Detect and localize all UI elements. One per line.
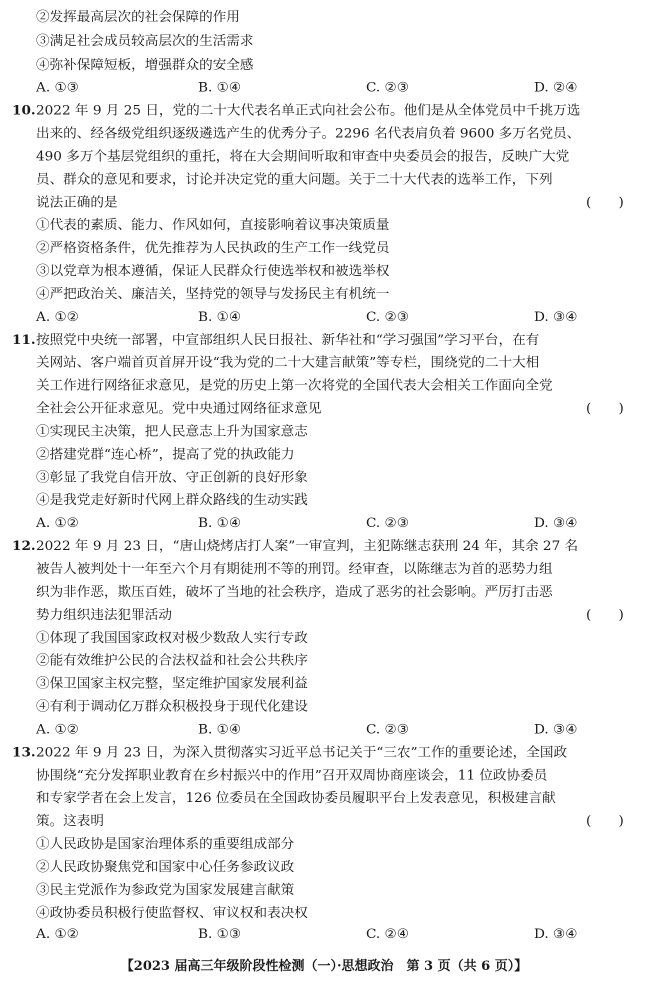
- q9-item-4: ④弥补保障短板，增强群众的安全感: [36, 57, 254, 73]
- q11-stem-line: 关工作进行网络征求意见，是党的历史上第一次将党的全国代表大会相关工作面向全党: [36, 378, 553, 394]
- q12-option-b: B. ①④: [198, 721, 242, 738]
- q11-item-2: ②搭建党群“连心桥”，提高了党的执政能力: [36, 446, 295, 463]
- q13-item-1: ①人民政协是国家治理体系的重要组成部分: [36, 836, 295, 852]
- q9-option-a: A. ①③: [36, 80, 79, 96]
- q11-item-1: ①实现民主决策，把人民意志上升为国家意志: [36, 424, 308, 440]
- q11-item-4: ④是我党走好新时代网上群众路线的生动实践: [36, 492, 308, 509]
- q12-option-c: C. ②③: [366, 721, 409, 738]
- q10-number: 10.: [12, 103, 36, 119]
- q10-item-3: ③以党章为根本遵循，保证人民群众行使选举权和被选举权: [36, 263, 390, 279]
- q10-item-1: ①代表的素质、能力、作风如何，直接影响着议事决策质量: [36, 217, 390, 234]
- q10-stem-line: 说法正确的是: [36, 194, 118, 211]
- q13-item-2: ②人民政协聚焦党和国家中心任务参政议政: [36, 859, 295, 875]
- q12-stem-line: 势力组织违法犯罪活动: [36, 607, 172, 623]
- q10-option-a: A. ①②: [36, 309, 79, 325]
- q11-option-a: A. ①②: [36, 515, 79, 531]
- q13-stem-line: 协围绕“充分发挥职业教育在乡村振兴中的作用”召开双周协商座谈会，11 位政协委员: [36, 767, 548, 784]
- q12-item-2: ②能有效维护公民的合法权益和社会公共秩序: [36, 653, 308, 669]
- q13-answer-blank: ( ): [586, 813, 624, 829]
- q12-item-1: ①体现了我国国家政权对极少数敌人实行专政: [36, 630, 308, 646]
- q13-item-4: ④政协委员积极行使监督权、审议权和表决权: [36, 905, 308, 921]
- q11-option-c: C. ②③: [366, 515, 409, 531]
- q11-answer-blank: ( ): [586, 401, 624, 417]
- q10-stem-line: 2022 年 9 月 25 日，党的二十大代表名单正式向社会公布。他们是从全体党员中千挑万选: [36, 103, 581, 119]
- q10-stem-line: 员、群众的意见和要求，讨论并决定党的重大问题。关于二十大代表的选举工作，下列: [36, 171, 553, 188]
- q13-option-c: C. ②④: [366, 926, 409, 942]
- q11-option-d: D. ③④: [534, 515, 578, 531]
- q9-option-d: D. ②④: [534, 80, 578, 96]
- q13-stem-line: 2022 年 9 月 23 日，为深入贯彻落实习近平总书记关于“三农”工作的重要论述，全国政: [36, 744, 568, 761]
- q10-item-4: ④严把政治关、廉洁关，坚持党的领导与发扬民主有机统一: [36, 286, 390, 302]
- q12-stem-line: 被告人被判处十一年至六个月有期徒刑不等的刑罚。经审查，以陈继志为首的恶势力组: [36, 561, 553, 577]
- q9-item-2: ②发挥最高层次的社会保障的作用: [36, 9, 240, 25]
- q10-answer-blank: ( ): [586, 194, 624, 211]
- q10-stem-line: 490 多万个基层党组织的重托，将在大会期间听取和审查中央委员会的报告，反映广大党: [36, 148, 570, 165]
- q9-option-c: C. ②③: [366, 80, 409, 96]
- q10-item-2: ②严格资格条件，优先推荐为人民执政的生产工作一线党员: [36, 240, 390, 256]
- q10-option-d: D. ③④: [534, 309, 578, 325]
- q11-stem-line: 关网站、客户端首页首屏开设“我为党的二十大建言献策”等专栏，围绕党的二十大相: [36, 355, 540, 371]
- q10-option-c: C. ②③: [366, 309, 409, 325]
- q11-stem-line: 全社会公开征求意见。党中央通过网络征求意见: [36, 401, 322, 417]
- q9-option-b: B. ①④: [198, 80, 242, 96]
- q10-option-b: B. ①④: [198, 309, 242, 325]
- q12-answer-blank: ( ): [586, 607, 624, 623]
- q10-stem-line: 出来的、经各级党组织逐级遴选产生的优秀分子。2296 名代表肩负着 9600 多万名党员、: [36, 126, 581, 142]
- q12-item-4: ④有利于调动亿万群众积极投身于现代化建设: [36, 699, 308, 715]
- q12-number: 12.: [12, 538, 36, 554]
- q13-option-d: D. ③④: [534, 926, 578, 942]
- q13-option-a: A. ①②: [36, 926, 79, 942]
- q13-item-3: ③民主党派作为参政党为国家发展建言献策: [36, 882, 295, 898]
- page-footer: 【2023 届高三年级阶段性检测（一）·思想政治 第 3 页（共 6 页）】: [120, 959, 528, 974]
- q12-stem-line: 2022 年 9 月 23 日，“唐山烧烤店打人案”一审宣判，主犯陈继志获刑 24 年，其余 27 名: [36, 538, 579, 554]
- q13-stem-line: 和专家学者在会上发言，126 位委员在全国政协委员履职平台上发表意见，积极建言献: [36, 790, 556, 807]
- q12-option-d: D. ③④: [534, 721, 578, 738]
- q11-stem-line: 按照党中央统一部署，中宣部组织人民日报社、新华社和“学习强国”学习平台，在有: [36, 332, 540, 348]
- q12-stem-line: 织为非作恶，欺压百姓，破坏了当地的社会秩序，造成了恶劣的社会影响。严厉打击恶: [36, 584, 553, 600]
- q11-number: 11.: [12, 332, 36, 348]
- q13-option-b: B. ①③: [198, 926, 242, 942]
- q13-stem-line: 策。这表明: [36, 813, 104, 829]
- q12-option-a: A. ①②: [36, 721, 79, 738]
- q9-item-3: ③满足社会成员较高层次的生活需求: [36, 33, 254, 49]
- q13-number: 13.: [12, 744, 36, 761]
- q11-item-3: ③彰显了我党自信开放、守正创新的良好形象: [36, 469, 308, 486]
- q11-option-b: B. ①④: [198, 515, 242, 531]
- q12-item-3: ③保卫国家主权完整，坚定维护国家发展利益: [36, 676, 308, 692]
